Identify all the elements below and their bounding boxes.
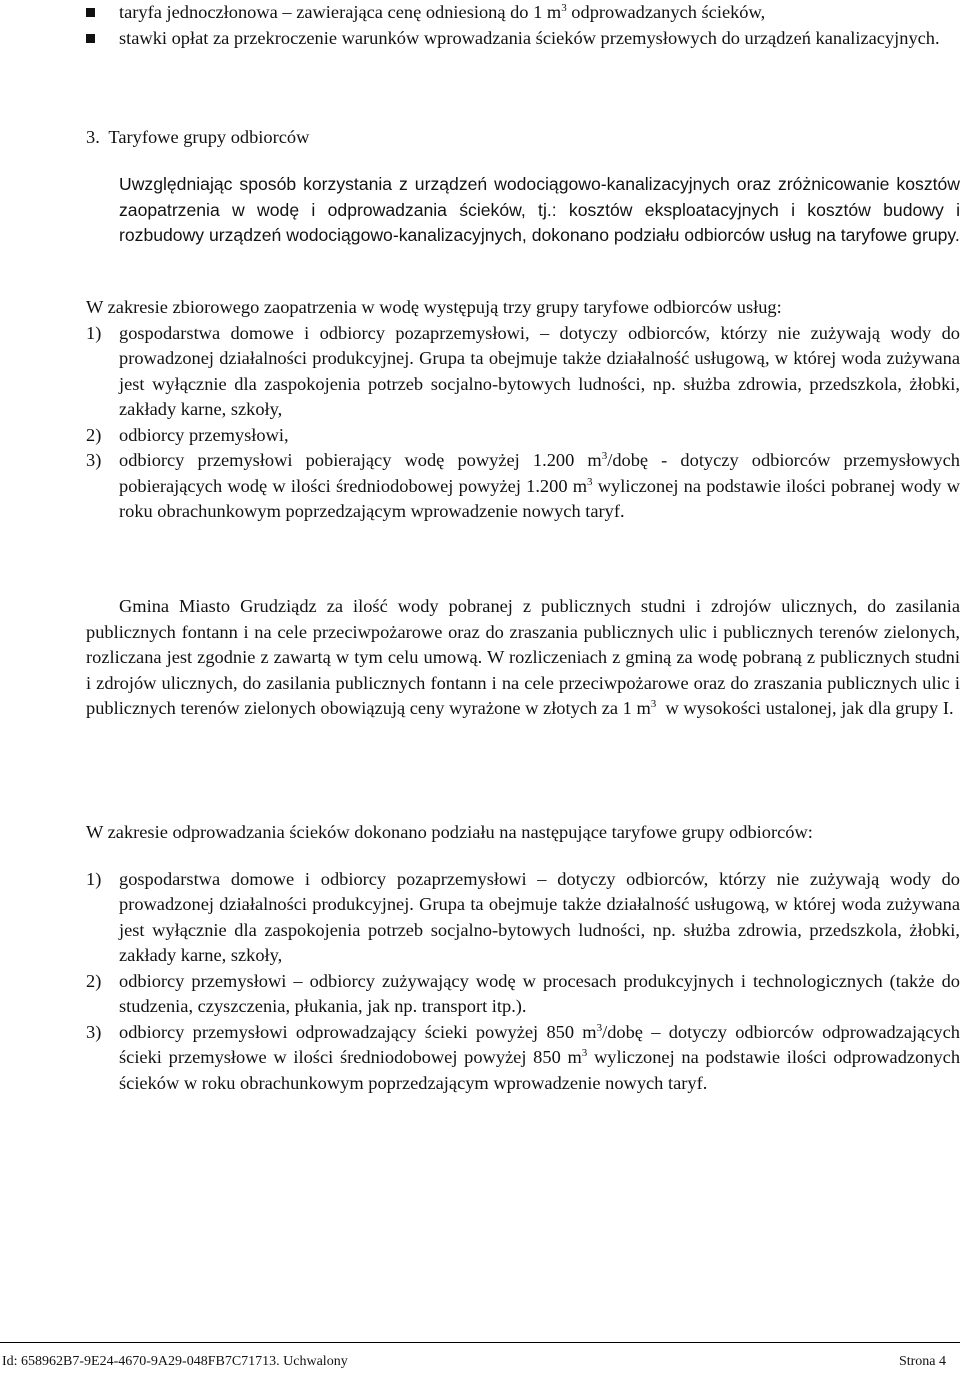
water-lead: W zakresie zbiorowego zaopatrzenia w wodę występują trzy grupy taryfowe odbiorców usług: bbox=[86, 297, 782, 317]
list-text bbox=[119, 448, 960, 525]
square-bullet-icon bbox=[86, 8, 95, 17]
square-bullet-icon bbox=[86, 34, 95, 43]
bullet-item bbox=[86, 26, 960, 52]
intro-paragraph bbox=[86, 172, 960, 249]
gmina-text bbox=[86, 594, 960, 722]
water-groups bbox=[86, 295, 960, 525]
list-number: 1) bbox=[86, 868, 102, 889]
list-item bbox=[86, 448, 960, 525]
list-item bbox=[86, 1020, 960, 1097]
page-number: Strona 4 bbox=[898, 1354, 946, 1369]
list-item bbox=[86, 867, 960, 969]
superscript: 3 bbox=[650, 698, 657, 710]
list-number: 3) bbox=[86, 450, 102, 470]
section-number: 3. bbox=[86, 127, 100, 147]
list-text: gospodarstwa domowe i odbiorcy pozaprzemysłowi, – dotyczy odbiorców, którzy nie zużywają wody do prowadzonej działalności produkcyjnej. Grupa ta obejmuje także działalność usługową, w której woda zużywana jest wyłącznie dla zaspokojenia potrzeb socjalno-bytowych ludności, np. służba zdrowia, przedszkola, żłobki, zakłady karne, szkoły, bbox=[119, 322, 960, 419]
bullet-text-after: odprowadzanych ścieków, bbox=[566, 2, 766, 22]
list-text: odbiorcy przemysłowi – odbiorcy zużywający wodę w procesach produkcyjnych i technologicznych (także do studzenia, czyszczenia, płukania, jak np. transport itp.). bbox=[119, 970, 960, 1016]
footer-divider bbox=[0, 1342, 960, 1343]
bullet-text: taryfa jednoczłonowa – zawierająca cenę odniesioną do 1 m bbox=[119, 2, 562, 22]
list-number: 2) bbox=[86, 424, 102, 445]
document-id: Id: 658962B7-9E24-4670-9A29-048FB7C71713. Uchwalony bbox=[2, 1354, 348, 1369]
superscript: 3 bbox=[561, 2, 567, 14]
text-part: wyliczonej na podstawie ilości pobranej wody w roku obrachunkowym poprzedzającym wprowadzenie nowych taryf. bbox=[119, 475, 960, 521]
section-title: Taryfowe grupy odbiorców bbox=[108, 127, 310, 147]
superscript: 3 bbox=[581, 1047, 588, 1059]
gmina-paragraph bbox=[86, 594, 960, 722]
list-number: 2) bbox=[86, 970, 102, 991]
section-heading bbox=[86, 125, 960, 151]
list-item bbox=[86, 969, 960, 1020]
sewage-groups bbox=[86, 820, 960, 1096]
text-part: Gmina Miasto Grudziądz za ilość wody pobranej z publicznych studni i zdrojów ulicznych, do zasilania publicznych fontann i na cele przeciwpożarowe oraz do zraszania publicznych ulic i publicznych terenów zielonych, rozliczana jest zgodnie z zawartą w tym celu umową. W rozliczeniach z gminą za wodę pobraną z publicznych studni i zdrojów ulicznych, do zasilania publicznych fontann i na cele przeciwpożarowe oraz do zraszania publicznych ulic i publicznych terenów zielonych obowiązują ceny wyrażone w złotych za 1 m bbox=[86, 596, 960, 718]
text-part: odbiorcy przemysłowi pobierający wodę powyżej 1.200 m bbox=[119, 450, 602, 470]
superscript: 3 bbox=[601, 450, 608, 462]
list-number: 1) bbox=[86, 322, 102, 343]
superscript: 3 bbox=[587, 475, 593, 488]
list-text: gospodarstwa domowe i odbiorcy pozaprzemysłowi – dotyczy odbiorców, którzy nie zużywają wody do prowadzonej działalności produkcyjnej. Grupa ta obejmuje także działalność usługową, w której woda zużywana jest wyłącznie dla zaspokojenia potrzeb socjalno-bytowych ludności, np. służba zdrowia, przedszkola, żłobki, zakłady karne, szkoły, bbox=[119, 868, 960, 965]
list-number: 3) bbox=[86, 1021, 102, 1042]
list-item bbox=[86, 423, 960, 449]
bullet-item bbox=[86, 0, 960, 26]
list-text bbox=[119, 1020, 960, 1097]
text-part: /dobę – dotyczy odbiorców odprowadzających ścieki przemysłowe w ilości średniodobowej powyżej 850 m bbox=[119, 1021, 960, 1067]
list-text: odbiorcy przemysłowi, bbox=[119, 424, 289, 445]
bullet-list bbox=[86, 0, 960, 51]
bullet-text: stawki opłat za przekroczenie warunków wprowadzania ścieków przemysłowych do urządzeń kanalizacyjnych. bbox=[119, 27, 940, 48]
text-part: /dobę - dotyczy odbiorców przemysłowych pobierających wodę w ilości średniodobowej powyżej 1.200 m bbox=[119, 450, 960, 496]
list-item bbox=[86, 321, 960, 423]
sewage-lead: W zakresie odprowadzania ścieków dokonano podziału na następujące taryfowe grupy odbiorców: bbox=[86, 822, 813, 842]
superscript: 3 bbox=[596, 1021, 603, 1034]
intro-text: Uwzględniając sposób korzystania z urządzeń wodociągowo-kanalizacyjnych oraz zróżnicowanie kosztów zaopatrzenia w wodę i odprowadzania ścieków, tj.: kosztów eksploatacyjnych i kosztów budowy i rozbudowy urządzeń wodociągowo-kanalizacyjnych, dokonano podziału odbiorców usług na taryfowe grupy. bbox=[119, 174, 960, 245]
text-part: odbiorcy przemysłowi odprowadzający ścieki powyżej 850 m bbox=[119, 1021, 597, 1042]
text-part: w wysokości ustalonej, jak dla grupy I. bbox=[656, 698, 954, 718]
text-part: wyliczonej na podstawie ilości odprowadzonych ścieków w roku obrachunkowym poprzedzającym wprowadzenie nowych taryf. bbox=[119, 1047, 960, 1093]
